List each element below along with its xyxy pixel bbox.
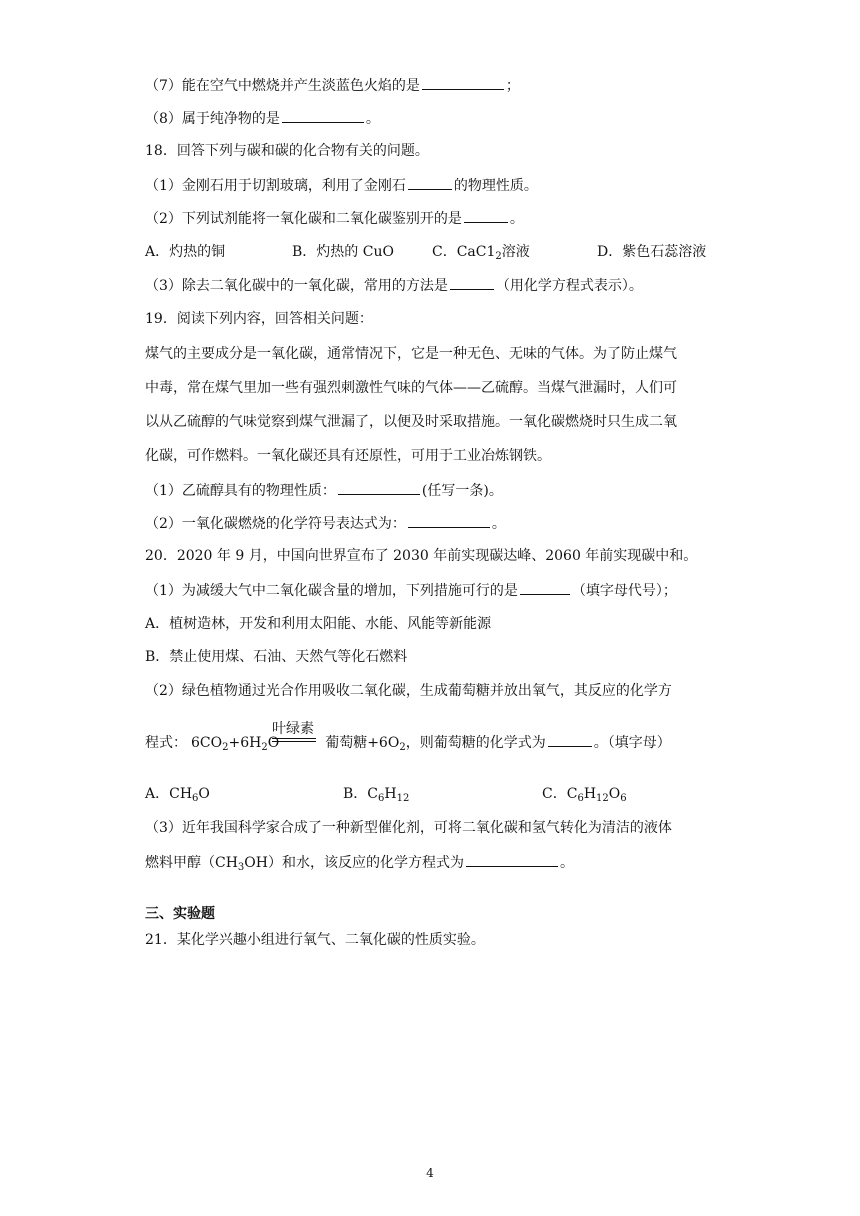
option-text: H (384, 786, 397, 802)
answer-blank[interactable] (466, 852, 558, 867)
q20-stem: 20．2020 年 9 月，中国向世界宣布了 2030 年前实现碳达峰、2060 年前实现碳中和。 (145, 548, 698, 564)
q18-stem: 18．回答下列与碳和碳的化合物有关的问题。 (145, 143, 429, 159)
q20-sub3-text2: OH）和水，该反应的化学方程式为 (244, 855, 464, 871)
option-sub: 12 (396, 793, 410, 804)
option-text: A．CH (145, 786, 193, 802)
q19-stem: 19．阅读下列内容，回答相关问题： (145, 311, 373, 327)
equation-lhs-h2o: +6H (228, 735, 262, 751)
q19-sub2-tail: 。 (491, 516, 506, 532)
equation-sub: 2 (399, 742, 406, 753)
section-title: 三、实验题 (145, 906, 215, 922)
q21-stem: 21．某化学兴趣小组进行氧气、二氧化碳的性质实验。 (145, 932, 485, 948)
q17-item8-text: （8）属于纯净物的是 (145, 111, 280, 127)
option-sub: 6 (577, 793, 584, 804)
answer-blank[interactable] (408, 513, 490, 528)
option-text: C．C (542, 786, 578, 802)
option-text: B．C (343, 786, 378, 802)
q17-item8 (145, 108, 380, 129)
q18-sub1-tail: 的物理性质。 (453, 178, 538, 194)
q19-passage-line: 煤气的主要成分是一氧化碳，通常情况下，它是一种无色、无味的气体。为了防止煤气 (145, 346, 677, 362)
q18-sub1 (145, 175, 538, 196)
equation-rhs: 葡萄糖+6O (325, 735, 400, 751)
equation-sub: 2 (222, 742, 229, 753)
q18-option-c-tail: 溶液 (501, 244, 530, 260)
q18-sub3-tail: （用化学方程式表示）。 (495, 278, 643, 294)
q20-sub3-sub: 3 (237, 862, 245, 873)
q19-sub2-text: （2）一氧化碳燃烧的化学符号表达式为： (145, 516, 406, 532)
q19-passage-line: 中毒，常在煤气里加一些有强烈刺激性气味的气体——乙硫醇。当煤气泄漏时，人们可 (145, 380, 677, 396)
q20-option-a: A．植树造林，开发和利用太阳能、水能、风能等新能源 (145, 616, 492, 632)
q19-sub1 (145, 480, 503, 501)
equation-sub: 2 (261, 742, 268, 753)
q20-sub1-text: （1）为减缓大气中二氧化碳含量的增加，下列措施可行的是 (145, 583, 518, 599)
q20-equation-line (145, 732, 671, 753)
q18-option-a: A．灼热的铜 (145, 244, 226, 260)
q20-sub2-line1: （2）绿色植物通过光合作用吸收二氧化碳，生成葡萄糖并放出氧气，其反应的化学方 (145, 683, 672, 699)
q19-sub1-text: （1）乙硫醇具有的物理性质： (145, 483, 336, 499)
q20-sub2-end: 。（填字母） (593, 735, 671, 751)
q18-option-d: D．紫色石蕊溶液 (597, 244, 707, 260)
q17-item7-end: ； (505, 78, 520, 94)
q19-passage-line: 化碳，可作燃料。一氧化碳还具有还原性，可用于工业冶炼钢铁。 (145, 448, 551, 464)
q20-sub1-tail: （填字母代号）； (571, 583, 677, 599)
q18-option-c-sub: 2 (495, 251, 502, 262)
answer-blank[interactable] (464, 208, 508, 223)
option-text: O (198, 786, 210, 802)
q20-sub2-tail: ，则葡萄糖的化学式为 (405, 735, 546, 751)
option-sub: 6 (192, 793, 199, 804)
page-number: 4 (426, 1166, 434, 1180)
answer-blank[interactable] (338, 480, 420, 495)
q18-option-b: B．灼热的 CuO (292, 244, 394, 260)
q18-option-c-text: C．CaC1 (432, 244, 496, 260)
answer-blank[interactable] (408, 175, 452, 190)
answer-blank[interactable] (450, 275, 494, 290)
equation-lhs-o: O (267, 735, 280, 751)
q18-sub1-text: （1）金刚石用于切割玻璃，利用了金刚石 (145, 178, 406, 194)
q20-option-c6h12 (343, 784, 409, 804)
option-sub: 12 (596, 793, 609, 804)
q18-sub3 (145, 275, 643, 296)
option-text: H (583, 786, 597, 802)
option-sub: 6 (620, 793, 627, 804)
q20-sub3-line1: （3）近年我国科学家合成了一种新型催化剂，可将二氧化碳和氢气转化为清洁的液体 (145, 820, 672, 836)
q19-sub1-tail: (任写一条)。 (421, 483, 503, 499)
q18-sub2 (145, 208, 524, 229)
q18-sub2-text: （2）下列试剂能将一氧化碳和二氧化碳鉴别开的是 (145, 211, 462, 227)
q20-sub3-end: 。 (559, 855, 574, 871)
q20-sub3-line2 (145, 852, 574, 873)
equation-lhs-co2: 6CO (191, 735, 223, 751)
equation-prefix: 程式： (145, 735, 187, 751)
option-sub: 6 (378, 793, 385, 804)
equation-condition: 叶绿素 (272, 721, 314, 737)
q20-option-ch6o (145, 784, 210, 804)
answer-blank[interactable] (422, 75, 504, 90)
q20-option-c6h12o6 (542, 784, 627, 804)
q17-item7 (145, 75, 520, 96)
q20-sub1 (145, 580, 677, 601)
q18-sub2-tail: 。 (509, 211, 524, 227)
q17-item7-text: （7）能在空气中燃烧并产生淡蓝色火焰的是 (145, 78, 420, 94)
q18-sub3-text: （3）除去二氧化碳中的一氧化碳，常用的方法是 (145, 278, 448, 294)
answer-blank[interactable] (548, 732, 592, 747)
q20-sub3-text: 燃料甲醇（CH (145, 855, 238, 871)
option-text: O (608, 786, 621, 802)
answer-blank[interactable] (520, 580, 570, 595)
q20-option-b: B．禁止使用煤、石油、天然气等化石燃料 (145, 649, 408, 665)
q19-passage-line: 以从乙硫醇的气味觉察到煤气泄漏了，以便及时采取措施。一氧化碳燃烧时只生成二氧 (145, 414, 677, 430)
q19-sub2 (145, 513, 506, 534)
q17-item8-end: 。 (365, 111, 380, 127)
q18-option-c (432, 242, 530, 262)
answer-blank[interactable] (282, 108, 364, 123)
